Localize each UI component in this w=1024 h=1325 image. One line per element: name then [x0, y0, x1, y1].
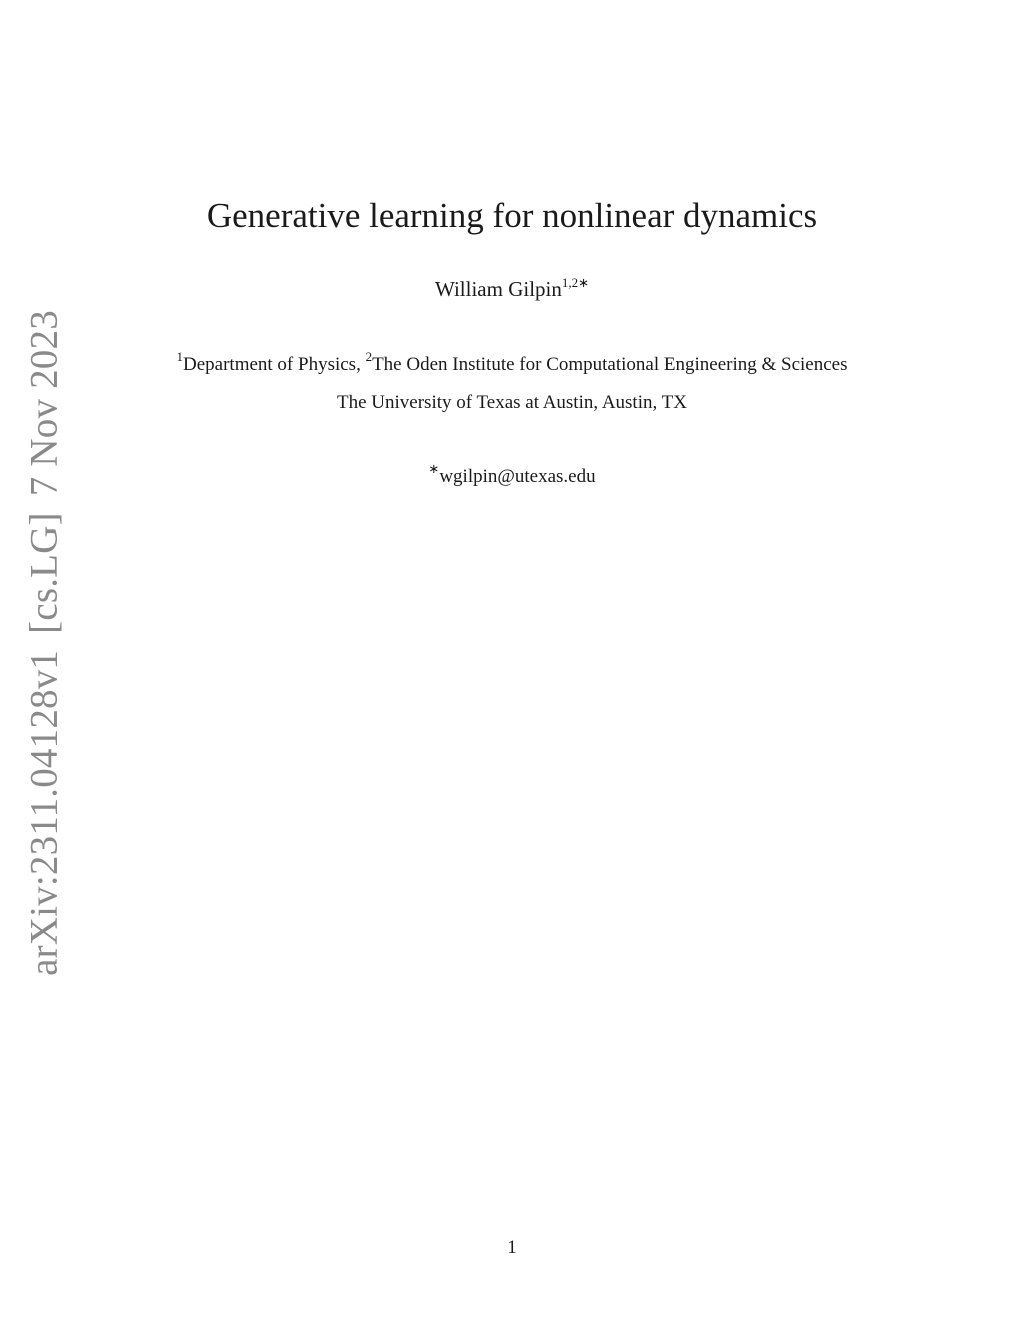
- affiliation-dept-1: Department of Physics,: [183, 354, 361, 375]
- author-affiliation-marks: 1,2∗: [561, 275, 590, 290]
- arxiv-date: 7 Nov 2023: [22, 310, 66, 497]
- author-line: [0, 277, 1024, 302]
- contact-email[interactable]: wgilpin@utexas.edu: [439, 466, 596, 487]
- arxiv-identifier: arXiv:2311.04128v1: [22, 649, 66, 976]
- affiliation-mark-1: 1: [176, 349, 183, 364]
- affiliation-institution: The University of Texas at Austin, Austin, TX: [337, 392, 687, 413]
- affiliation-dept-2: The Oden Institute for Computational Engineering & Sciences: [372, 354, 848, 375]
- page-number: 1: [507, 1237, 517, 1258]
- paper-title: Generative learning for nonlinear dynamics: [206, 196, 818, 235]
- author-name: William Gilpin: [434, 277, 562, 301]
- affiliation-mark-2: 2: [365, 349, 373, 364]
- arxiv-category: [cs.LG]: [22, 512, 66, 634]
- affiliation-departments: [0, 349, 1024, 376]
- contact-email-line: [0, 461, 1024, 488]
- contact-mark: ∗: [428, 461, 440, 476]
